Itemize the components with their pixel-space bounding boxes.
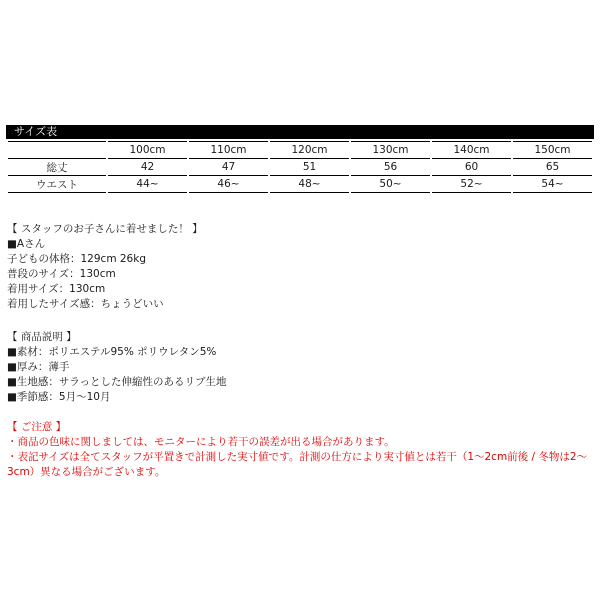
size-column-header: 130cm: [351, 141, 430, 159]
size-cell: 56: [351, 159, 430, 176]
product-heading: 【 商品説明 】: [7, 331, 77, 343]
size-cell: 46~: [189, 176, 268, 193]
size-cell: 65: [513, 159, 592, 176]
size-table: [6, 141, 594, 193]
size-column-header: 140cm: [432, 141, 511, 159]
size-cell: 48~: [270, 176, 349, 193]
size-column-header: 120cm: [270, 141, 349, 159]
caution-color-note: ・商品の色味に関しましては、モニターにより若干の誤差が出る場合があります。: [7, 436, 395, 448]
staff-name: ■Aさん: [7, 238, 46, 250]
size-table-row: [8, 159, 592, 176]
size-cell: 42: [108, 159, 187, 176]
size-table-corner: [8, 141, 106, 159]
staff-review-section: [7, 222, 203, 312]
staff-fit: 着用したサイズ感：ちょうどいい: [7, 298, 164, 310]
size-chart: [6, 125, 594, 193]
size-table-row: [8, 176, 592, 193]
size-chart-title: サイズ表: [6, 125, 594, 139]
product-season: ■季節感：5月～10月: [7, 391, 111, 403]
caution-heading: 【 ご注意 】: [7, 421, 67, 433]
staff-heading: 【 スタッフのお子さんに着せました！ 】: [7, 223, 203, 235]
size-cell: 44~: [108, 176, 187, 193]
size-column-header: 100cm: [108, 141, 187, 159]
size-row-label: 総丈: [8, 159, 106, 176]
size-cell: 51: [270, 159, 349, 176]
size-table-header-row: [8, 141, 592, 159]
caution-section: [7, 420, 593, 480]
size-cell: 54~: [513, 176, 592, 193]
staff-body-size: 子どもの体格：129cm 26kg: [7, 253, 146, 265]
size-cell: 60: [432, 159, 511, 176]
caution-size-note: ・表記サイズは全てスタッフが平置きで計測した実寸値です。計測の仕方により実寸値とは若干（1～2cm前後 / 冬物は2～3cm）異なる場合がございます。: [7, 451, 588, 478]
staff-usual-size: 普段のサイズ：130cm: [7, 268, 116, 280]
size-column-header: 150cm: [513, 141, 592, 159]
product-texture: ■生地感：サラっとした伸縮性のあるリブ生地: [7, 376, 227, 388]
size-row-label: ウエスト: [8, 176, 106, 193]
product-material: ■素材：ポリエステル95% ポリウレタン5%: [7, 346, 217, 358]
staff-worn-size: 着用サイズ：130cm: [7, 283, 106, 295]
size-column-header: 110cm: [189, 141, 268, 159]
size-cell: 52~: [432, 176, 511, 193]
size-cell: 50~: [351, 176, 430, 193]
size-cell: 47: [189, 159, 268, 176]
product-thickness: ■厚み：薄手: [7, 361, 70, 373]
product-description-section: [7, 330, 227, 405]
